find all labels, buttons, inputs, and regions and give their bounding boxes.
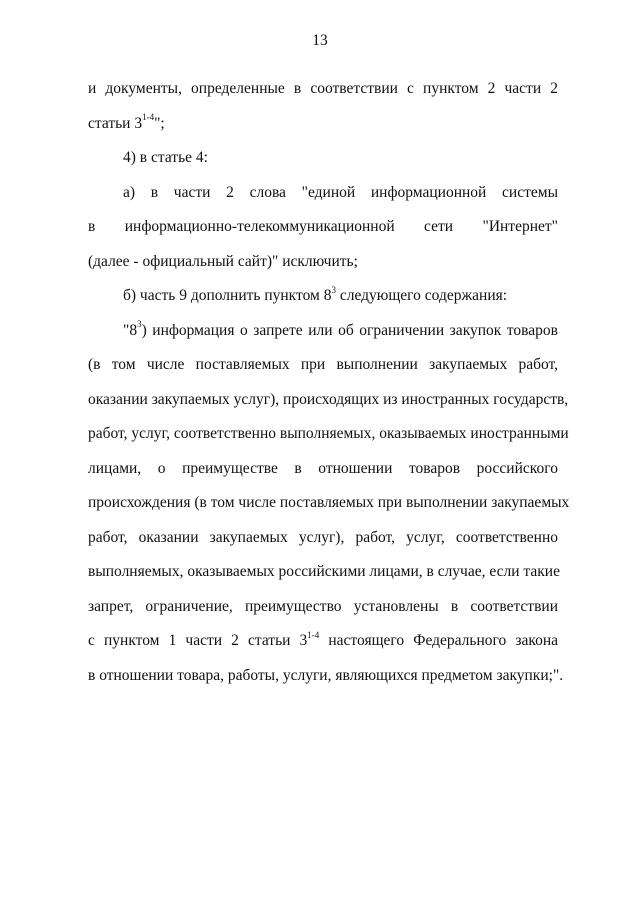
text-line: выполняемых, оказываемых российскими лицами, в случае, если такие [88, 563, 560, 580]
text-span: следующего содержания: [335, 287, 508, 304]
text-line [88, 314, 558, 349]
superscript: 1-4 [142, 112, 155, 123]
document-body [88, 72, 570, 693]
text-line: в отношении товара, работы, услуги, являющихся предметом закупки;". [88, 666, 564, 684]
text-line: работ, оказании закупаемых услуг), работ, услуг, соответственно [88, 528, 558, 546]
text-span: "8 [123, 321, 138, 339]
page-number: 13 [312, 32, 328, 49]
text-span: ) информация о запрете или об ограничении закупок товаров [141, 321, 558, 339]
superscript: 1-4 [307, 629, 320, 640]
text-line: и документы, определенные в соответствии с пунктом 2 части 2 [88, 80, 558, 97]
text-line [88, 624, 558, 659]
text-span: настоящего Федерального закона [319, 632, 558, 649]
text-span: с пунктом 1 части 2 статьи 3 [88, 632, 308, 649]
superscript: 3 [331, 284, 336, 295]
text-span: статьи 3 [88, 114, 143, 132]
text-line: происхождения (в том числе поставляемых при выполнении закупаемых [88, 494, 570, 511]
text-span: б) часть 9 дополнить пунктом 8 [123, 287, 332, 304]
text-line: (в том числе поставляемых при выполнении закупаемых работ, [88, 356, 558, 373]
text-span: "; [154, 114, 165, 132]
text-line: работ, услуг, соответственно выполняемых, оказываемых иностранными [88, 425, 569, 442]
text-line: запрет, ограничение, преимущество установлены в соответствии [88, 597, 558, 615]
text-line: (далее - официальный сайт)" исключить; [88, 252, 358, 270]
superscript: 3 [137, 319, 142, 330]
text-line: в информационно-телекоммуникационной сети "Интернет" [88, 218, 558, 235]
text-line: а) в части 2 слова "единой информационной системы [123, 183, 558, 201]
list-item-heading: 4) в статье 4: [123, 149, 208, 166]
text-line [88, 279, 558, 314]
text-line: оказании закупаемых услуг), происходящих из иностранных государств, [88, 390, 569, 408]
text-line: лицами, о преимуществе в отношении товаров российского [88, 459, 558, 477]
text-line [88, 107, 558, 142]
